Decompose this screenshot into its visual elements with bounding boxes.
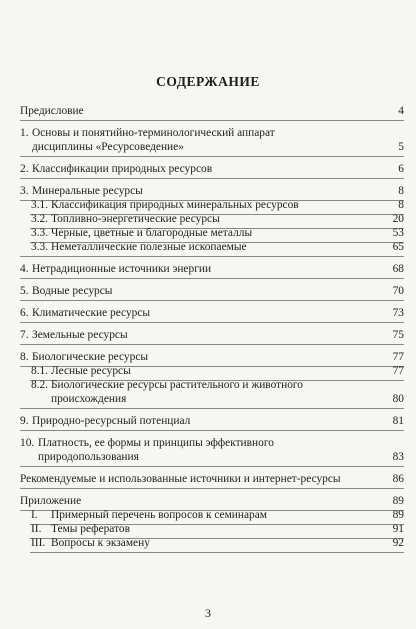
toc-entry-title: Приложение [20, 495, 82, 507]
toc-separator-line [20, 322, 404, 323]
toc-entry-title: Нетрадиционные источники энергии [32, 263, 212, 275]
toc-entry [20, 364, 404, 378]
toc-entry-number: 3. [20, 185, 29, 197]
toc-entry-title: Платность, ее формы и принципы эффективного [38, 437, 274, 449]
toc-entry-page: 65 [392, 241, 404, 253]
toc-entry [20, 494, 404, 508]
toc-entry-page: 75 [392, 329, 404, 341]
toc-entry-page: 89 [392, 509, 404, 521]
toc-entry-number: 8.2. [31, 379, 49, 391]
toc-separator-line [20, 466, 404, 467]
toc-entry-number: 1. [20, 127, 29, 139]
toc-entry-title: Рекомендуемые и использованные источники и интернет-ресурсы [20, 473, 341, 485]
toc-entry-page: 5 [398, 141, 404, 153]
toc-entry-page: 6 [398, 163, 404, 175]
toc-entry-title: Классификация природных минеральных ресурсов [51, 199, 299, 211]
toc-entry [20, 126, 404, 140]
toc-entry-number: 7. [20, 329, 29, 341]
toc-entry-number: 4. [20, 263, 29, 275]
toc-entry-title: Природно-ресурсный потенциал [32, 415, 191, 427]
toc-entry [20, 212, 404, 226]
toc-entry-number: 5. [20, 285, 29, 297]
toc-entry-number: I. [31, 509, 38, 521]
toc-entry-page: 83 [392, 451, 404, 463]
toc-entry-page: 92 [392, 537, 404, 549]
toc-entry-number: II. [31, 523, 42, 535]
toc-entry-page: 77 [392, 351, 404, 363]
toc-entry-title: Классификации природных ресурсов [32, 163, 213, 175]
toc-entry [20, 226, 404, 240]
toc-entry [20, 392, 404, 406]
toc-entry [20, 414, 404, 428]
toc-entry-title: Климатические ресурсы [32, 307, 151, 319]
toc-entry [20, 450, 404, 464]
toc-entry-page: 8 [398, 199, 404, 211]
toc-entry-number: 8.1. [31, 365, 49, 377]
toc-entry-title: Минеральные ресурсы [32, 185, 143, 197]
toc-entry [20, 240, 404, 254]
toc-separator-line [20, 488, 404, 489]
toc-separator-line [20, 300, 404, 301]
toc-entry-page: 68 [392, 263, 404, 275]
toc-entry-title: Темы рефератов [51, 523, 130, 535]
toc-entry [20, 378, 404, 392]
toc-entry-page: 89 [392, 495, 404, 507]
toc-entry-page: 20 [392, 213, 404, 225]
page-number: 3 [205, 606, 211, 620]
toc-separator-line [30, 552, 404, 553]
toc-entry-page: 91 [392, 523, 404, 535]
toc-entry-title: Неметаллические полезные ископаемые [51, 241, 247, 253]
toc-entry-title: Топливно-энергетические ресурсы [51, 213, 220, 225]
toc-entry-title: Лесные ресурсы [51, 365, 131, 377]
toc-entry-title: Предисловие [20, 105, 84, 117]
toc-entry-title: Биологические ресурсы растительного и животного [51, 379, 303, 391]
toc-entry-number: 8. [20, 351, 29, 363]
page-title: СОДЕРЖАНИЕ [156, 74, 260, 89]
toc-entry [20, 536, 404, 550]
toc-separator-line [20, 430, 404, 431]
toc-entry [20, 508, 404, 522]
toc-entry-page: 70 [392, 285, 404, 297]
toc-entry-page: 4 [398, 105, 404, 117]
toc-entry [20, 284, 404, 298]
toc-entry-number: 3.1. [31, 199, 49, 211]
toc-entry-number: 3.2. [31, 213, 49, 225]
toc-entry-title: Земельные ресурсы [32, 329, 128, 341]
toc-entry [20, 472, 404, 486]
toc-entry [20, 104, 404, 118]
toc-entry-page: 53 [392, 227, 404, 239]
toc-entry [20, 522, 404, 536]
toc-entry-title: происхождения [51, 393, 127, 405]
toc-entry-number: III. [31, 537, 46, 549]
toc-separator-line [20, 278, 404, 279]
toc-separator-line [20, 178, 404, 179]
toc-entry-number: 9. [20, 415, 29, 427]
toc-entry-page: 86 [392, 473, 404, 485]
toc-entry [20, 184, 404, 198]
toc-separator-line [20, 344, 404, 345]
toc-entry-page: 8 [398, 185, 404, 197]
toc-entry-title: природопользования [38, 451, 139, 463]
toc-separator-line [20, 256, 404, 257]
toc-entry-title: Водные ресурсы [32, 285, 113, 297]
toc-entry-title: Вопросы к экзамену [51, 537, 150, 549]
toc-entry [20, 350, 404, 364]
toc-entry-page: 73 [392, 307, 404, 319]
toc-entry-title: дисциплины «Ресурсоведение» [32, 141, 184, 153]
toc-entry-number: 3.3. [31, 227, 49, 239]
toc-separator-line [20, 120, 404, 121]
toc-entry-title: Биологические ресурсы [32, 351, 149, 363]
toc-entry-page: 77 [392, 365, 404, 377]
toc-entry [20, 262, 404, 276]
toc-entry [20, 162, 404, 176]
toc-entry-title: Примерный перечень вопросов к семинарам [51, 509, 267, 521]
toc-entry-number: 6. [20, 307, 29, 319]
toc-entry [20, 436, 404, 450]
toc-entry-title: Черные, цветные и благородные металлы [51, 227, 253, 239]
toc-entry [20, 198, 404, 212]
toc-entry [20, 306, 404, 320]
toc-entry-page: 80 [392, 393, 404, 405]
toc-entry-number: 3.3. [31, 241, 49, 253]
toc-entry [20, 140, 404, 154]
toc-entry [20, 328, 404, 342]
toc-entry-number: 2. [20, 163, 29, 175]
toc-separator-line [20, 408, 404, 409]
toc-entry-page: 81 [392, 415, 404, 427]
toc-entry-number: 10. [20, 437, 35, 449]
toc-entry-title: Основы и понятийно-терминологический аппарат [32, 127, 275, 139]
toc-separator-line [20, 156, 404, 157]
